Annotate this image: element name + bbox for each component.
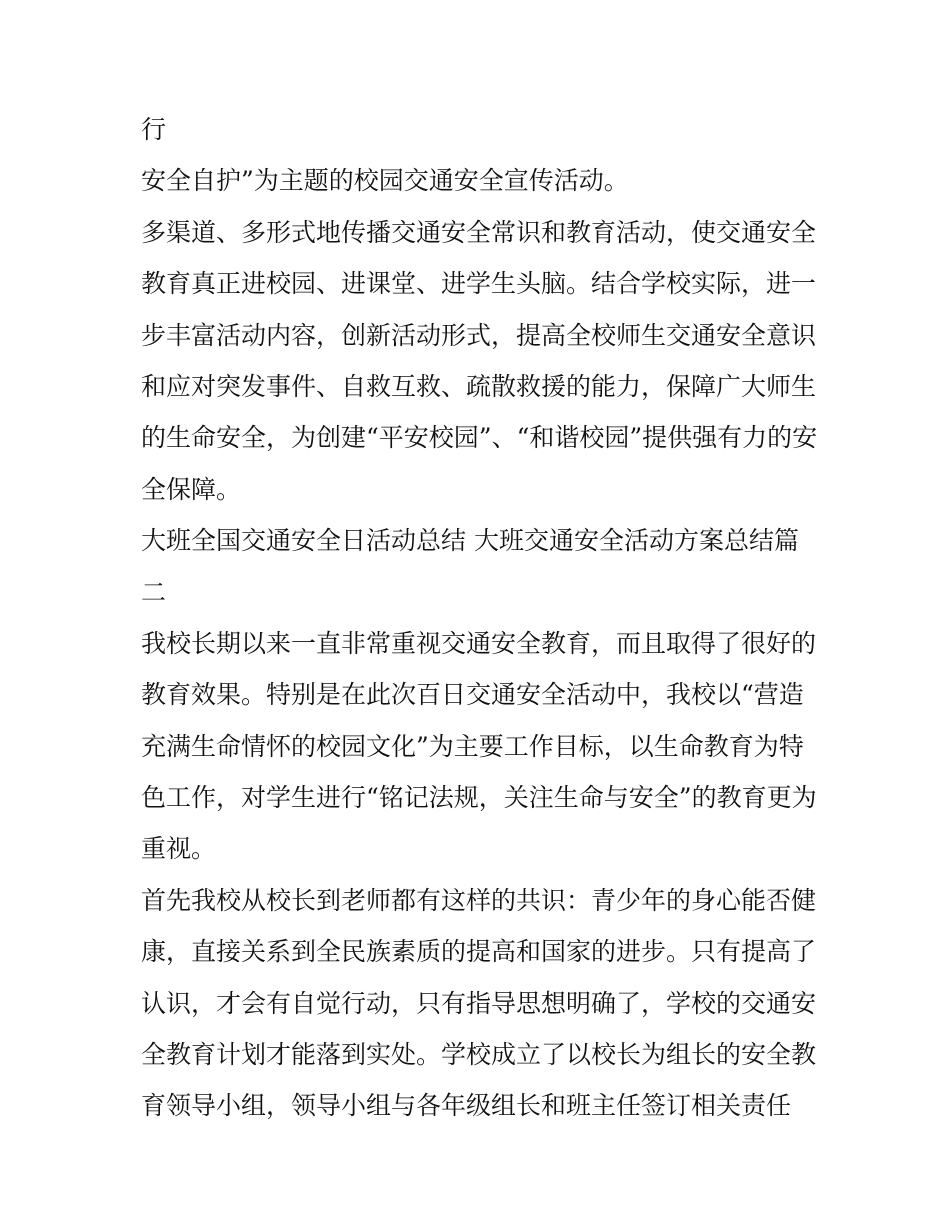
text-line: 充满生命情怀的校园文化”为主要工作目标，以生命教育为特 — [141, 731, 804, 761]
text-line: 重视。 — [141, 834, 217, 864]
text-line: 步丰富活动内容，创新活动形式，提高全校师生交通安全意识 — [141, 320, 817, 350]
text-line: 育领导小组，领导小组与各年级组长和班主任签订相关责任 — [141, 1091, 792, 1121]
text-line: 教育效果。特别是在此次百日交通安全活动中，我校以“营造 — [141, 680, 804, 710]
text-line: 安全自护”为主题的校园交通安全宣传活动。 — [141, 166, 629, 196]
text-line: 我校长期以来一直非常重视交通安全教育，而且取得了很好的 — [141, 628, 817, 658]
text-line: 教育真正进校园、进课堂、进学生头脑。结合学校实际，进一 — [141, 269, 817, 299]
section-heading: 大班全国交通安全日活动总结 大班交通安全活动方案总结篇 — [141, 526, 799, 556]
text-line: 全保障。 — [141, 474, 242, 504]
text-line: 认识，才会有自觉行动，只有指导思想明确了，学校的交通安 — [141, 988, 817, 1018]
text-line: 康，直接关系到全民族素质的提高和国家的进步。只有提高了 — [141, 937, 817, 967]
text-line: 行 — [141, 115, 167, 144]
text-line: 首先我校从校长到老师都有这样的共识：青少年的身心能否健 — [141, 885, 817, 915]
text-line: 色工作，对学生进行“铭记法规，关注生命与安全”的教育更为 — [141, 783, 817, 813]
section-heading-cont: 二 — [141, 577, 167, 607]
text-line: 多渠道、多形式地传播交通安全常识和教育活动，使交通安全 — [141, 217, 817, 247]
document-body — [141, 104, 821, 1132]
text-line: 和应对突发事件、自救互救、疏散救援的能力，保障广大师生 — [141, 371, 817, 401]
text-line: 的生命安全，为创建“平安校园”、“和谐校园”提供强有力的安 — [141, 423, 818, 453]
text-line: 全教育计划才能落到实处。学校成立了以校长为组长的安全教 — [141, 1040, 817, 1070]
